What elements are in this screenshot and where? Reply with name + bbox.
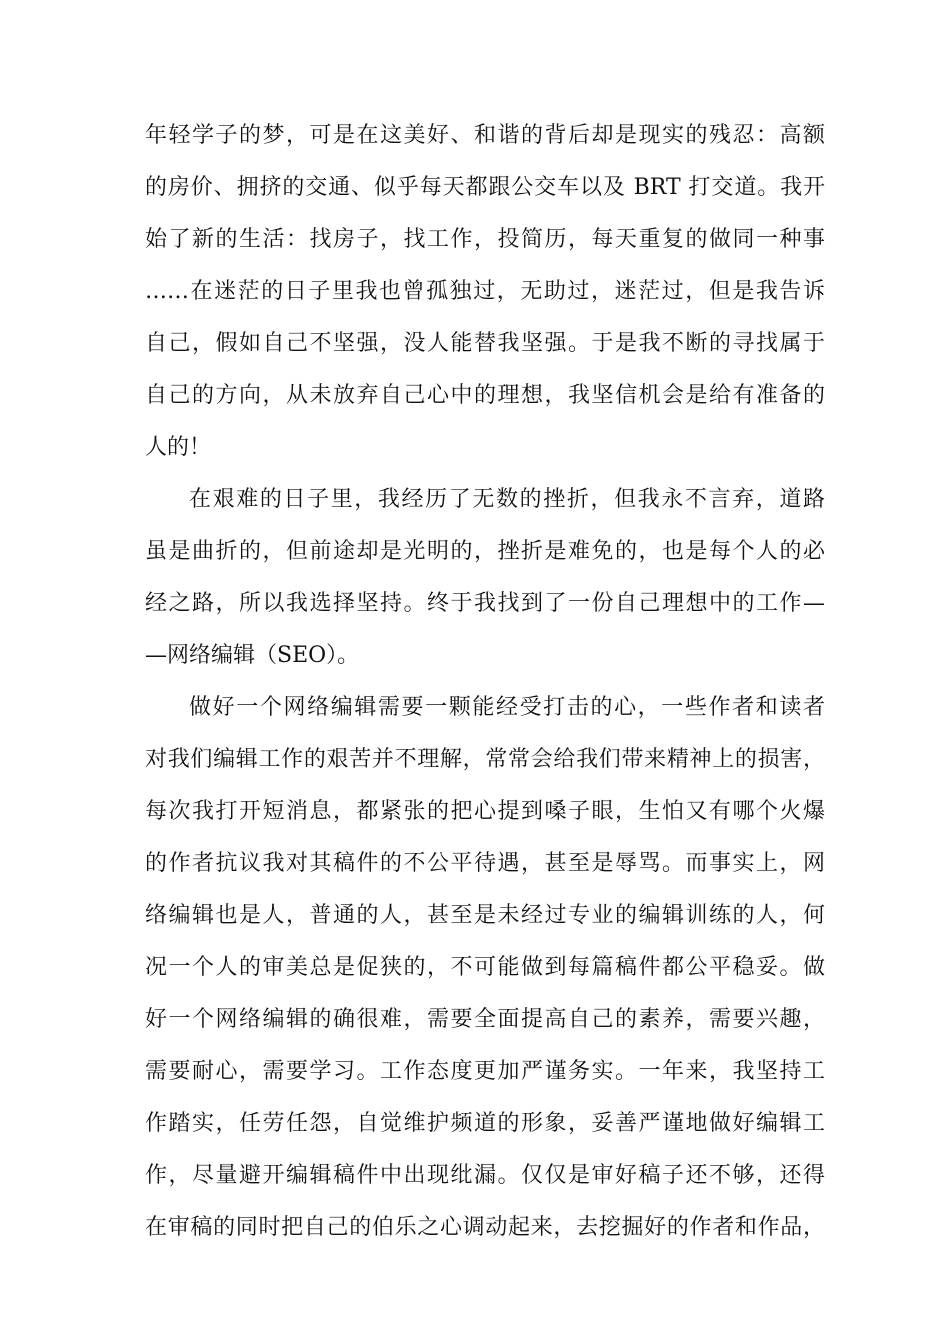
- text-line: ……在迷茫的日子里我也曾孤独过，无助过，迷茫过，但是我告诉: [145, 279, 825, 304]
- text-line: 自己，假如自己不坚强，没人能替我坚强。于是我不断的寻找属于: [145, 331, 825, 356]
- text-line: 需要耐心，需要学习。工作态度更加严谨务实。一年来，我坚持工: [145, 1059, 825, 1084]
- text-line: 络编辑也是人，普通的人，甚至是未经过专业的编辑训练的人，何: [145, 903, 825, 928]
- text-line: 的作者抗议我对其稿件的不公平待遇，甚至是辱骂。而事实上，网: [145, 851, 825, 876]
- paragraph-3: [145, 682, 825, 1254]
- text-line: 好一个网络编辑的确很难，需要全面提高自己的素养，需要兴趣，: [145, 1007, 825, 1032]
- text-line: 在审稿的同时把自己的伯乐之心调动起来，去挖掘好的作者和作品，: [145, 1215, 825, 1240]
- text-line: 做好一个网络编辑需要一颗能经受打击的心，一些作者和读者: [189, 695, 825, 720]
- text-line: 况一个人的审美总是促狭的，不可能做到每篇稿件都公平稳妥。做: [145, 955, 825, 980]
- text-line: 在艰难的日子里，我经历了无数的挫折，但我永不言弃，道路: [189, 487, 825, 512]
- text-line: 虽是曲折的，但前途却是光明的，挫折是难免的，也是每个人的必: [145, 539, 825, 564]
- text-line: —网络编辑（SEO）。: [145, 643, 360, 668]
- document-body: [145, 110, 825, 1254]
- text-line: 每次我打开短消息，都紧张的把心提到嗓子眼，生怕又有哪个火爆: [145, 799, 825, 824]
- text-line: 作踏实，任劳任怨，自觉维护频道的形象，妥善严谨地做好编辑工: [145, 1111, 825, 1136]
- text-line: 始了新的生活：找房子，找工作，投简历，每天重复的做同一种事: [145, 227, 825, 252]
- paragraph-2: [145, 474, 825, 682]
- text-line: 经之路，所以我选择坚持。终于我找到了一份自己理想中的工作—: [145, 591, 825, 616]
- text-line: 作，尽量避开编辑稿件中出现纰漏。仅仅是审好稿子还不够，还得: [145, 1163, 825, 1188]
- text-line: 的房价、拥挤的交通、似乎每天都跟公交车以及 BRT 打交道。我开: [145, 175, 825, 200]
- text-line: 年轻学子的梦，可是在这美好、和谐的背后却是现实的残忍：高额: [145, 123, 825, 148]
- text-line: 人的！: [145, 435, 212, 460]
- paragraph-1: [145, 110, 825, 474]
- text-line: 对我们编辑工作的艰苦并不理解，常常会给我们带来精神上的损害，: [145, 747, 825, 772]
- text-line: 自己的方向，从未放弃自己心中的理想，我坚信机会是给有准备的: [145, 383, 825, 408]
